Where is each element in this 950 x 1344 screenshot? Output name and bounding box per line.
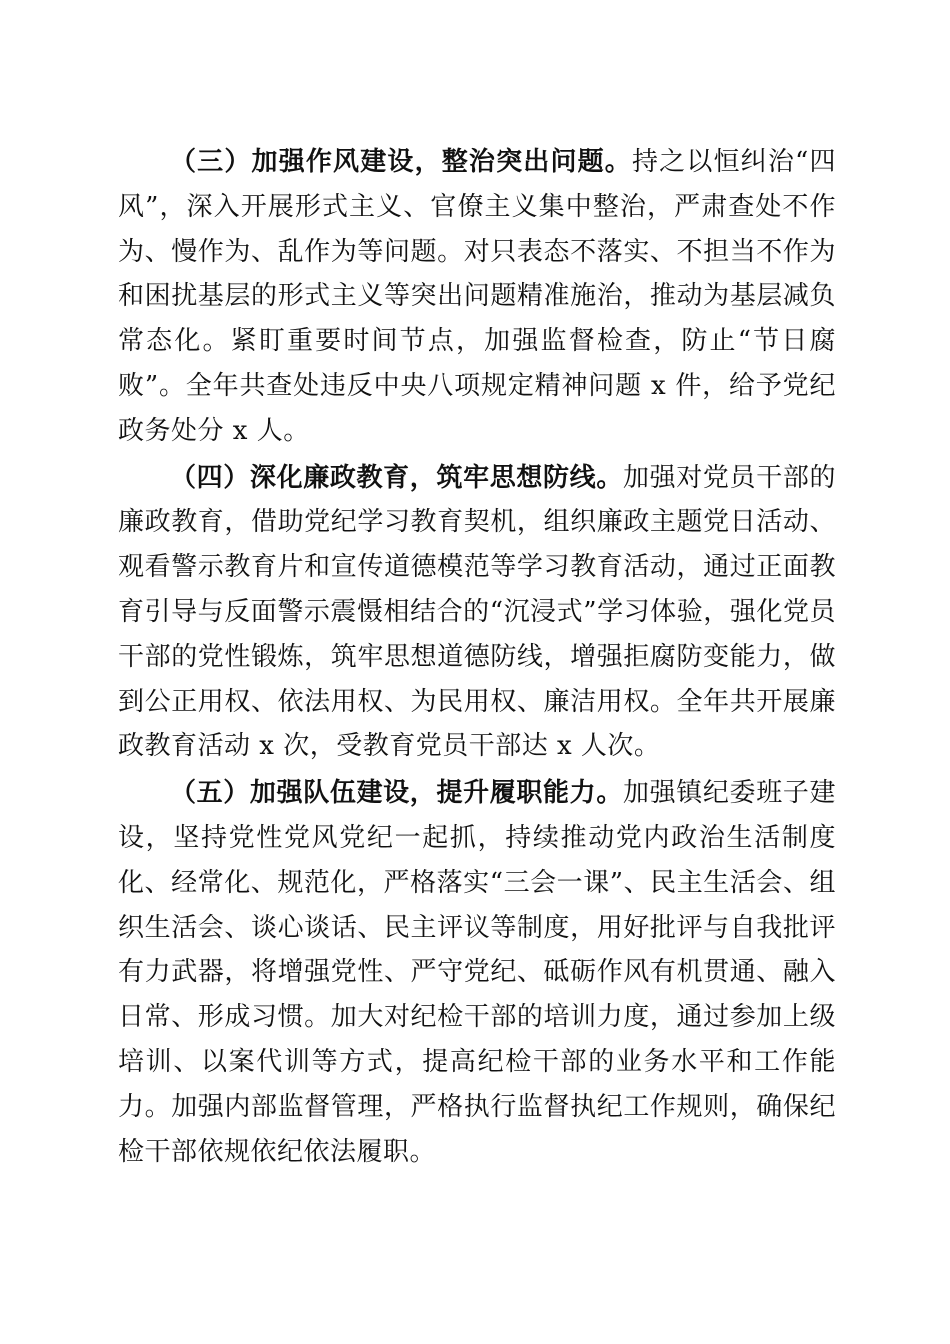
paragraph-zuofeng — [118, 140, 836, 454]
document-body — [118, 140, 836, 1174]
paragraph-text: 加强镇纪委班子建设，坚持党性党风党纪一起抓，持续推动党内政治生活制度化、经常化、规范化，严格落实“三会一课”、民主生活会、组织生活会、谈心谈话、民主评议等制度，用好批评与自我批评有力武器，将增强党性、严守党纪、砥砺作风有机贯通、融入日常、形成习惯。加大对纪检干部的培训力度，通过参加上级培训、以案代训等方式，提高纪检干部的业务水平和工作能力。加强内部监督管理，严格执行监督执纪工作规则，确保纪检干部依规依纪依法履职。 — [118, 778, 836, 1167]
paragraph-heading: （五）加强队伍建设，提升履职能力。 — [170, 778, 623, 809]
paragraph-heading: （四）深化廉政教育，筑牢思想防线。 — [170, 462, 623, 493]
paragraph-lianzheng — [118, 456, 836, 770]
paragraph-text: 加强对党员干部的廉政教育，借助党纪学习教育契机，组织廉政主题党日活动、观看警示教育片和宣传道德模范等学习教育活动，通过正面教育引导与反面警示震慑相结合的“沉浸式”学习体验，强化党员干部的党性锻炼，筑牢思想道德防线，增强拒腐防变能力，做到公正用权、依法用权、为民用权、廉洁用权。全年共开展廉政教育活动 x 次，受教育党员干部达 x 人次。 — [118, 462, 836, 762]
paragraph-heading: （三）加强作风建设，整治突出问题。 — [170, 147, 632, 177]
paragraph-duiwu — [118, 771, 836, 1174]
paragraph-text: 持之以恒纠治“四风”，深入开展形式主义、官僚主义集中整治，严肃查处不作为、慢作为、乱作为等问题。对只表态不落实、不担当不作为和困扰基层的形式主义等突出问题精准施治，推动为基层减负常态化。紧盯重要时间节点，加强监督检查，防止“节日腐败”。全年共查处违反中央八项规定精神问题 x 件，给予党纪政务处分 x 人。 — [118, 147, 836, 446]
